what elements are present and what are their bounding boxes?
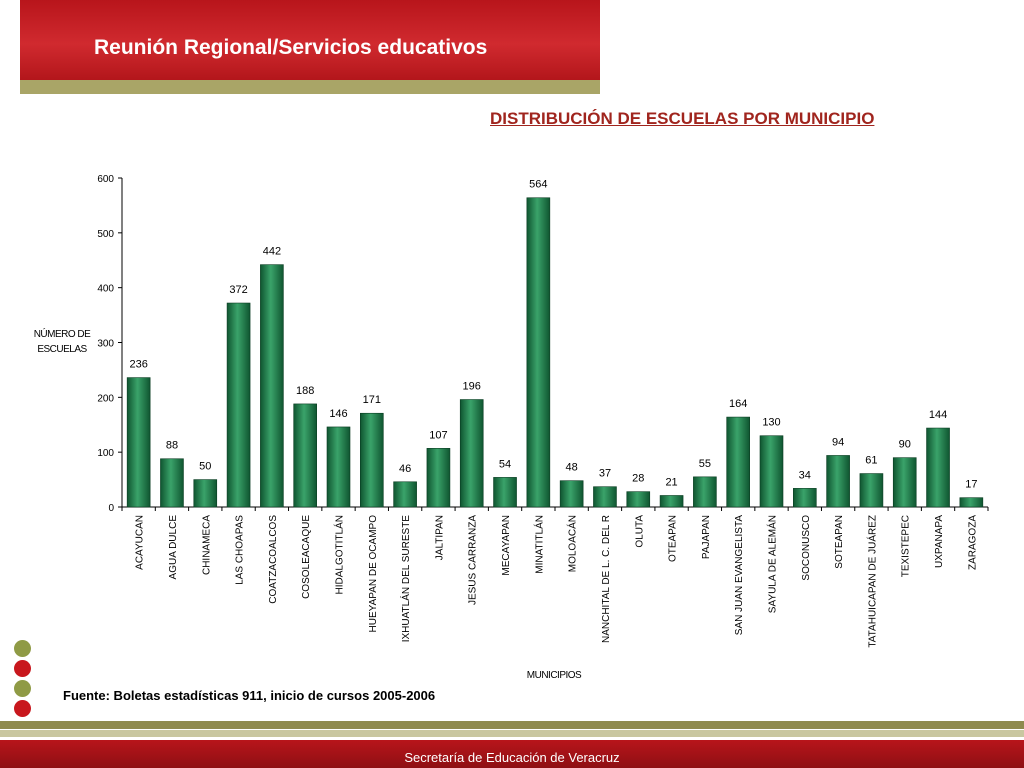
category-label: NANCHITAL DE L. C. DEL R (600, 515, 612, 643)
category-label: HUEYAPAN DE OCAMPO (367, 515, 379, 633)
category-label: MINATITLÁN (534, 515, 546, 574)
data-label: 46 (398, 462, 412, 475)
data-label: 61 (865, 454, 878, 467)
bar (560, 481, 583, 507)
footer-stripe (0, 721, 1024, 729)
category-label: MOLOACÁN (567, 515, 579, 573)
category-label: SAN JUAN EVANGELISTA (734, 515, 746, 636)
category-label: SOTEAPAN (834, 515, 846, 569)
source-note: Fuente: Boletas estadísticas 911, inicio de cursos 2005-2006 (63, 688, 436, 703)
y-tick-label: 0 (108, 503, 114, 514)
data-label: 90 (898, 438, 911, 451)
category-label: CHINAMECA (201, 515, 213, 576)
category-label: OTEAPAN (667, 515, 679, 563)
data-label: 17 (965, 478, 978, 491)
chart-bars (127, 198, 983, 507)
bar (160, 459, 183, 507)
bar (893, 458, 916, 507)
chart-title: DISTRIBUCIÓN DE ESCUELAS POR MUNICIPIO (490, 109, 875, 128)
red-dot (14, 700, 31, 717)
bar (627, 492, 650, 507)
data-label: 146 (329, 407, 348, 420)
category-label: ACAYUCAN (134, 515, 146, 570)
bar (194, 480, 217, 507)
data-label: 164 (729, 398, 748, 411)
category-label: LAS CHOAPAS (234, 515, 246, 585)
category-label: COATZACOALCOS (267, 515, 279, 604)
data-label: 37 (598, 467, 612, 480)
bar (693, 477, 716, 507)
bar (394, 482, 417, 507)
bar (960, 498, 983, 507)
category-label: OLUTA (634, 515, 646, 548)
data-label: 94 (831, 436, 845, 449)
bar (593, 487, 616, 507)
bar (294, 404, 317, 507)
olive-dot (14, 680, 31, 697)
data-label: 48 (565, 461, 578, 474)
data-label: 34 (798, 469, 811, 482)
bar (860, 474, 883, 507)
y-tick-label: 400 (97, 283, 114, 295)
bar (727, 417, 750, 507)
category-label: ZARAGOZA (967, 515, 979, 571)
bar (793, 488, 816, 507)
data-label: 21 (665, 476, 678, 489)
category-label: COSOLEACAQUE (301, 515, 313, 599)
bar (827, 455, 850, 507)
data-label: 55 (698, 457, 712, 470)
chart-labels (34, 174, 979, 681)
data-label: 188 (296, 384, 315, 397)
bar (327, 427, 350, 507)
data-label: 144 (928, 409, 948, 422)
y-tick-label: 300 (97, 338, 114, 350)
category-label: SAYULA DE ALEMÁN (767, 515, 779, 614)
y-tick-label: 100 (97, 448, 114, 460)
y-tick-label: 200 (97, 393, 114, 405)
category-label: HIDALGOTITLÁN (334, 515, 346, 595)
data-label: 564 (529, 178, 548, 191)
data-label: 54 (498, 458, 512, 471)
bar (494, 477, 517, 507)
category-label: JALTIPAN (434, 515, 446, 561)
data-label: 372 (229, 284, 248, 297)
olive-dot (14, 640, 31, 657)
bar (460, 400, 483, 507)
y-tick-label: 600 (97, 174, 114, 185)
bar (260, 265, 283, 507)
category-label: IXHUATLÁN DEL SURESTE (401, 515, 413, 643)
y-axis-title: ESCUELAS (37, 344, 87, 355)
data-label: 196 (462, 380, 481, 393)
data-label: 171 (362, 394, 381, 407)
y-tick-label: 500 (97, 228, 114, 240)
data-label: 88 (165, 439, 179, 452)
bar (427, 448, 450, 507)
data-label: 442 (262, 245, 282, 258)
bar (660, 495, 683, 507)
bar (760, 436, 783, 507)
x-axis-title: MUNICIPIOS (526, 670, 582, 681)
bar (927, 428, 950, 507)
bar (360, 413, 383, 507)
data-label: 130 (762, 416, 781, 429)
footer-text: Secretaría de Educación de Veracruz (404, 750, 620, 765)
category-label: UXPANAPA (934, 515, 946, 568)
data-label: 28 (632, 472, 645, 485)
bar (127, 378, 150, 507)
bar (227, 303, 250, 507)
category-label: AGUA DULCE (167, 515, 179, 580)
footer-stripe-light (0, 730, 1024, 737)
data-label: 107 (429, 429, 448, 442)
data-label: 50 (199, 460, 212, 473)
data-label: 236 (129, 358, 148, 371)
category-label: JESUS CARRANZA (467, 515, 479, 606)
red-dot (14, 660, 31, 677)
category-label: TATAHUICAPAN DE JUÁREZ (867, 515, 879, 648)
bar (527, 198, 550, 507)
y-axis-title: NÚMERO DE (33, 329, 91, 340)
category-label: TEXISTEPEC (900, 515, 912, 578)
category-label: MECAYAPAN (501, 515, 513, 576)
category-label: SOCONUSCO (800, 515, 812, 581)
category-label: PAJAPAN (700, 515, 712, 560)
page-title: Reunión Regional/Servicios educativos (94, 36, 488, 59)
